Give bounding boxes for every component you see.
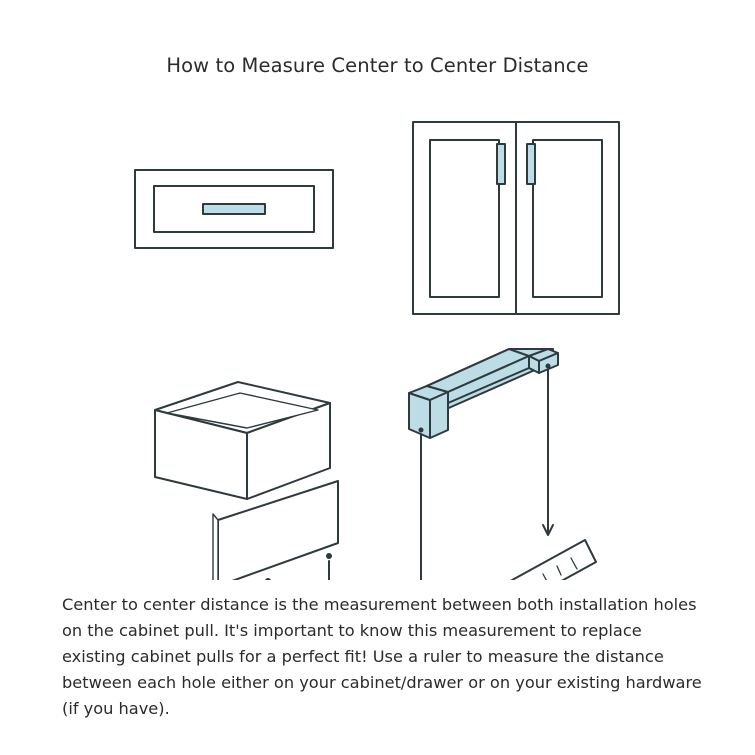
- page-title: How to Measure Center to Center Distance: [166, 54, 589, 77]
- drawer-box-isometric-with-ruler: [155, 382, 360, 580]
- drawer-front-flat: [135, 170, 333, 248]
- diagram-area: [0, 100, 755, 580]
- cabinet-pull-isometric-with-ruler: [409, 349, 596, 580]
- cabinet-doors-pair: [413, 122, 619, 314]
- caption-text: Center to center distance is the measurement between both installation holes on the cabinet pull. It's important to know this measurement to replace existing cabinet pulls for a perfect fit! Use a ruler to measure the distance between each hole either on your cabinet/drawer or on your existing hardware (if you have).: [62, 595, 702, 718]
